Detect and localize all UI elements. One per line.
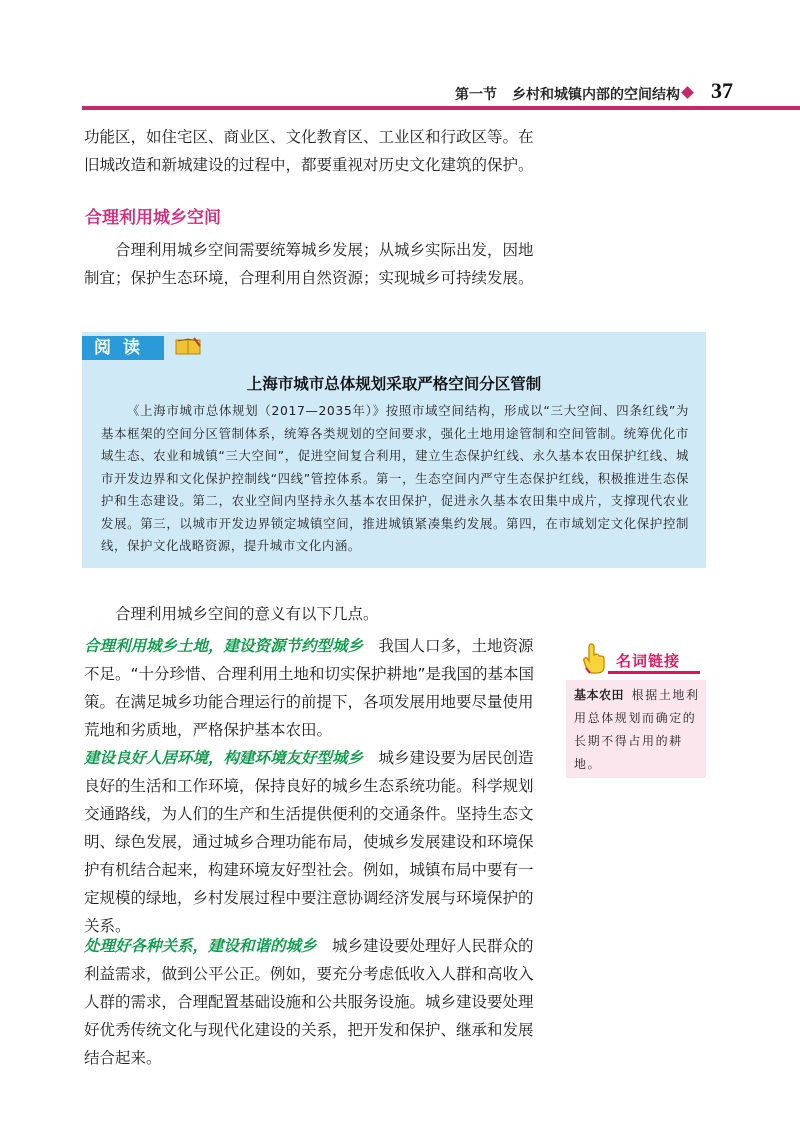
section-heading: 合理利用城乡空间 [85,208,221,228]
reading-body: 《上海市城市总体规划（2017—2035年）》按照市域空间结构，形成以“三大空间、四条红线”为基本框架的空间分区管制体系，统筹各类规划的空间要求，强化土地用途管制和空间管制。统筹优化市域生态、农业和城镇“三大空间”，促进空间复合利用，建立生态保护红线、永久基本农田保护红线、城市开发边界和文化保护控制线“四线”管控体系。第一，生态空间内严守生态保护红线，积极推进生态保护和生态建设。第二，农业空间内坚持永久基本农田保护，促进永久基本农田集中成片，支撑现代农业发展。第三，以城市开发边界锁定城镇空间，推进城镇紧凑集约发展。第四，在市域划定文化保护控制线，保护文化战略资源，提升城市文化内涵。 [101,403,689,553]
point-paragraph-1 [84,632,546,744]
point-text-1: 我国人口多，土地资源不足。“十分珍惜、合理利用土地和切实保护耕地”是我国的基本国策。在满足城乡功能合理运行的前提下，各项发展用地要尽量使用荒地和劣质地，严格保护基本农田。 [84,637,535,739]
term-definition [574,684,702,776]
header-chapter-title: 乡村和城镇内部的空间结构 [512,87,680,103]
diamond-icon [681,86,694,99]
section-paragraph: 合理利用城乡空间需要统筹城乡发展；从城乡实际出发，因地制宜；保护生态环境，合理利用自然资源；实现城乡可持续发展。 [84,241,534,287]
term-link-label: 名词链接 [616,652,681,670]
reading-title: 上海市城市总体规划采取严格空间分区管制 [246,375,542,393]
term-definition-text: 根据土地利用总体规划而确定的长期不得占用的耕地。 [574,688,700,771]
point-text-2: 城乡建设要为居民创造良好的生活和工作环境，保持良好的城乡生态系统功能。科学规划交通路线，为人们的生产和生活提供便利的交通条件。坚持生态文明、绿色发展，通过城乡合理功能布局，使城乡发展建设和环境保护有机结合起来，构建环境友好型社会。例如，城镇布局中要有一定规模的绿地，乡村发展过程中要注意协调经济发展与环境保护的关系。 [84,749,534,935]
header-divider [82,106,800,110]
reading-tab: 阅读 [82,336,164,360]
point-lead-3: 处理好各种关系，建设和谐的城乡 [84,937,317,955]
book-icon [174,336,202,360]
point-text-3: 城乡建设要处理好人民群众的利益需求，做到公平公正。例如，要充分考虑低收入人群和高收入人群的需求，合理配置基础设施和公共服务设施。城乡建设要处理好优秀传统文化与现代化建设的关系，把开发和保护、继承和发展结合起来。 [84,937,534,1067]
intro-paragraph: 功能区，如住宅区、商业区、文化教育区、工业区和行政区等。在旧城改造和新城建设的过程中，都要重视对历史文化建筑的保护。 [84,128,534,174]
pointing-hand-icon [582,642,608,678]
point-lead-2: 建设良好人居环境，构建环境友好型城乡 [84,749,364,767]
term-link-underline [608,671,700,674]
point-paragraph-2 [84,744,546,940]
header-section-label: 第一节 [455,87,497,103]
term-word: 基本农田 [574,688,625,702]
point-lead-1: 合理利用城乡土地，建设资源节约型城乡 [84,637,364,655]
point-paragraph-3 [84,932,546,1072]
significance-intro: 合理利用城乡空间的意义有以下几点。 [115,605,379,623]
page-number: 37 [711,78,733,103]
page-header [0,0,800,110]
